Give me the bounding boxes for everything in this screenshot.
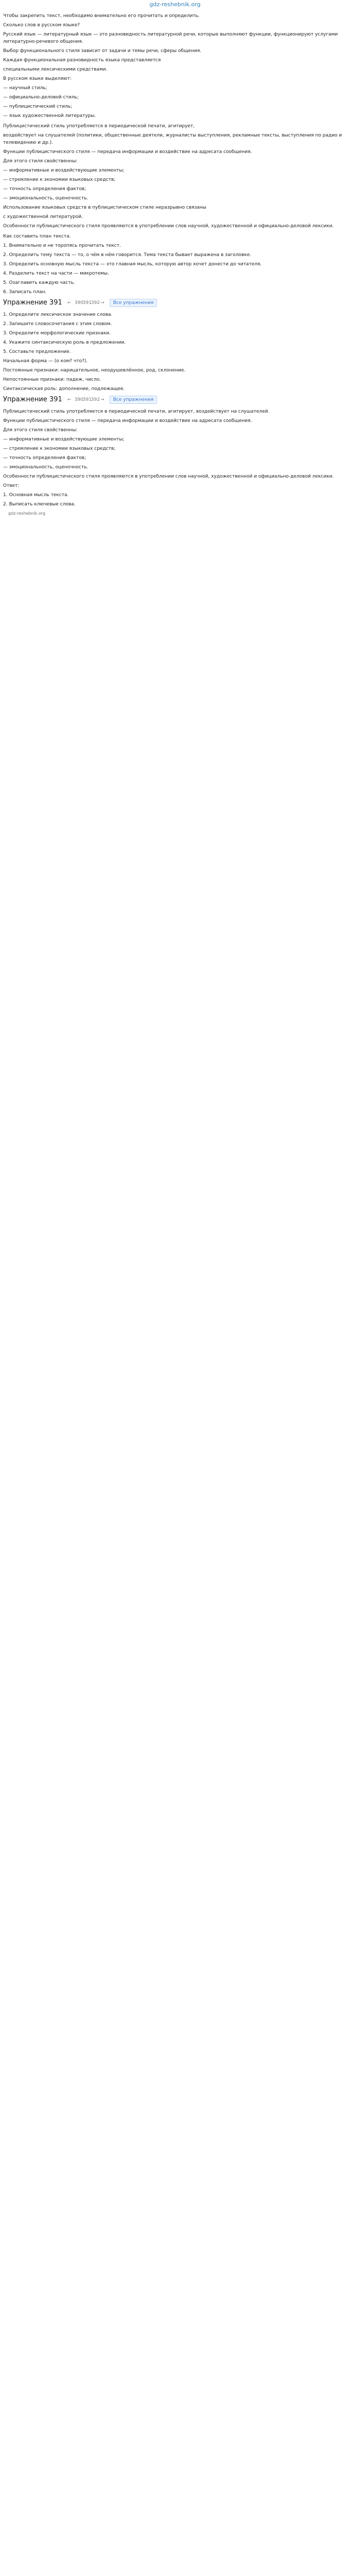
question-line: 5. Озаглавить каждую часть. bbox=[3, 280, 75, 285]
text-line: — стремление к экономии языковых средств; bbox=[3, 446, 116, 451]
exercise-title: Упражнение 391 bbox=[3, 396, 62, 403]
exercise-pager bbox=[66, 397, 106, 403]
text-line: Для этого стиля свойственны: bbox=[3, 428, 78, 433]
text-line: 5. Составьте предложение. bbox=[3, 349, 71, 354]
text-line: 2. Выписать ключевые слова. bbox=[3, 502, 76, 507]
section-c bbox=[3, 408, 347, 508]
question-line: 1. Внимательно и не торопясь прочитать текст. bbox=[3, 243, 121, 248]
intro-line: — научный стиль; bbox=[3, 86, 47, 91]
text-line: — точность определения фактов; bbox=[3, 455, 86, 461]
exercise-title: Упражнение 391 bbox=[3, 299, 62, 307]
text-line: 4. Укажите синтаксическую роль в предложении. bbox=[3, 340, 126, 345]
question-line: 3. Определить основную мысль текста — это главная мысль, которую автор хочет донести до читателя. bbox=[3, 262, 262, 267]
text-line: Ответ: bbox=[3, 483, 20, 488]
text-line: 3. Определите морфологические признаки. bbox=[3, 331, 111, 336]
text-line: воздействует на слушателей (политики, общественные деятели, журналисты выступления, рекламные тексты, выступления по радио и телевидению и др.). bbox=[3, 133, 342, 145]
intro-line: — официально-деловой стиль; bbox=[3, 95, 79, 100]
page-link[interactable]: 392 bbox=[91, 397, 100, 402]
page-link[interactable]: 390 bbox=[74, 397, 83, 402]
text-line: Начальная форма — (о ком? что?). bbox=[3, 359, 88, 364]
question-line: Как составить план текста. bbox=[3, 234, 71, 239]
prev-icon[interactable]: ← bbox=[67, 397, 72, 402]
intro-line: специальными лексическими средствами. bbox=[3, 67, 108, 72]
text-line: Особенности публицистического стиля проявляются в употреблении слов научной, художественной и официально-деловой лексики. bbox=[3, 474, 334, 479]
text-line: Особенности публицистического стиля проявляются в употреблении слов научной, художественной и официально-деловой лексики. bbox=[3, 224, 334, 229]
section-b bbox=[3, 311, 347, 393]
question-line: 2. Определить тему текста — то, о чём в нём говорится. Тема текста бывает выражена в заголовке. bbox=[3, 252, 252, 258]
text-line: Публицистический стиль употребляется в периодической печати, агитирует, bbox=[3, 124, 195, 129]
page-link[interactable]: 392 bbox=[91, 300, 100, 306]
text-line: Постоянные признаки: нарицательное, неодушевлённое, род, склонение. bbox=[3, 368, 186, 373]
exercise-pager bbox=[66, 300, 106, 306]
section-a bbox=[3, 123, 347, 230]
text-line: — информативные и воздействующие элементы; bbox=[3, 168, 125, 173]
text-line: Непостоянные признаки: падеж, число. bbox=[3, 377, 101, 382]
text-line: с художественной литературой. bbox=[3, 214, 83, 219]
intro-section bbox=[3, 12, 347, 120]
page-link-current[interactable]: 391 bbox=[82, 300, 92, 306]
intro-line: Выбор функционального стиля зависит от задачи и темы речи, сферы общения. bbox=[3, 48, 202, 54]
intro-line: Каждая функциональная разновидность языка представляется bbox=[3, 58, 161, 63]
next-icon[interactable]: → bbox=[100, 397, 104, 402]
text-line: — эмоциональность, оценочность. bbox=[3, 465, 89, 470]
questions-section bbox=[3, 233, 347, 296]
text-line: — информативные и воздействующие элементы; bbox=[3, 437, 125, 442]
prev-icon[interactable]: ← bbox=[67, 300, 72, 306]
text-line: — эмоциональность, оценочность. bbox=[3, 196, 89, 201]
text-line: Использование языковых средств в публицистическом стиле неразрывно связаны bbox=[3, 205, 206, 210]
intro-line: — публицистический стиль; bbox=[3, 104, 73, 109]
text-line: Публицистический стиль употребляется в периодической печати, агитирует, воздействует на слушателей. bbox=[3, 409, 270, 414]
page-link-current[interactable]: 391 bbox=[82, 397, 92, 402]
text-line: — стремление к экономии языковых средств; bbox=[3, 177, 116, 182]
watermark: gdz-reshebnik.org bbox=[8, 511, 46, 516]
site-header[interactable]: gdz-reshebnik.org bbox=[149, 1, 201, 8]
exercise-bar bbox=[3, 396, 347, 404]
question-line: 4. Разделить текст на части — микротемы. bbox=[3, 271, 109, 276]
text-line: — точность определения фактов; bbox=[3, 187, 86, 192]
all-exercises-button[interactable]: Все упражнения bbox=[110, 299, 157, 307]
text-line: Синтаксическая роль: дополнение, подлежащее. bbox=[3, 386, 125, 392]
text-line: 2. Запишите словосочетания с этим словом. bbox=[3, 321, 112, 327]
intro-line: Чтобы закрепить текст, необходимо внимательно его прочитать и определить. bbox=[3, 13, 200, 19]
text-line: Функции публицистического стиля — передача информации и воздействие на адресата сообщения. bbox=[3, 418, 252, 423]
text-line: 1. Основная мысль текста. bbox=[3, 493, 69, 498]
text-line: 1. Определите лексическое значение слова. bbox=[3, 312, 113, 317]
text-line: Функции публицистического стиля — передача информации и воздействие на адресата сообщения. bbox=[3, 149, 252, 155]
all-exercises-button[interactable]: Все упражнения bbox=[110, 396, 157, 404]
text-line: Для этого стиля свойственны: bbox=[3, 159, 78, 164]
question-line: 6. Записать план. bbox=[3, 290, 47, 295]
intro-line: Русский язык — литературный язык — это разновидность литературной речи, которые выполняют функции, функционируют услугами литературно-речевого общения. bbox=[3, 32, 338, 44]
intro-line: Сколько слов в русском языке? bbox=[3, 23, 80, 28]
document-body bbox=[0, 12, 350, 517]
intro-line: В русском языке выделяют: bbox=[3, 76, 72, 81]
next-icon[interactable]: → bbox=[100, 300, 104, 306]
exercise-bar bbox=[3, 299, 347, 307]
intro-line: — язык художественной литературы. bbox=[3, 113, 96, 118]
page-link[interactable]: 390 bbox=[74, 300, 83, 306]
